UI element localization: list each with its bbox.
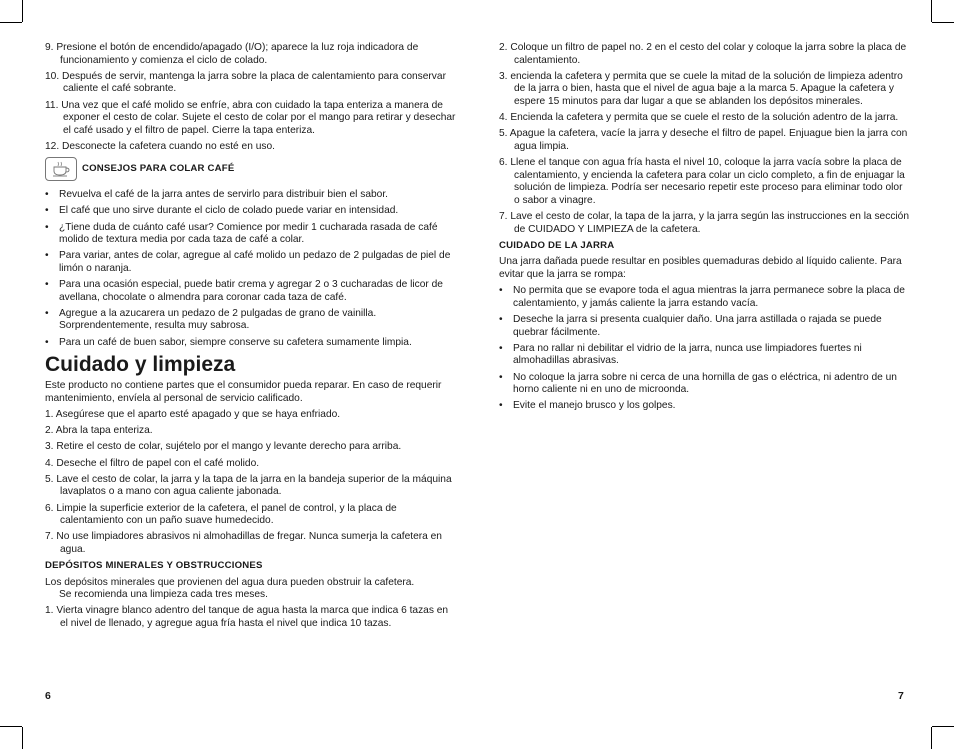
right-page-column bbox=[499, 42, 909, 417]
list-item: • No permita que se evapore toda el agua mientras la jarra permanece sobre la placa de calentamiento, y jamás caliente la jarra estando vacía. bbox=[499, 285, 905, 309]
jar-care-heading: CUIDADO DE LA JARRA bbox=[499, 239, 615, 251]
brewing-steps-list bbox=[45, 42, 457, 154]
tips-list bbox=[45, 189, 457, 349]
page-number-left: 6 bbox=[45, 690, 51, 702]
section-title: Cuidado y limpieza bbox=[45, 353, 236, 377]
crop-mark-top-right-h bbox=[932, 22, 954, 23]
list-item: 12. Desconecte la cafetera cuando no esté en uso. bbox=[45, 140, 275, 152]
list-item: • Revuelva el café de la jarra antes de servirlo para distribuir bien el sabor. bbox=[45, 189, 389, 201]
list-item: 7. Lave el cesto de colar, la tapa de la jarra, y la jarra según las instrucciones en la sección de CUIDADO Y LIMPIEZA de la cafetera. bbox=[499, 211, 910, 235]
list-item: 1. Asegúrese que el aparto esté apagado y que se haya enfriado. bbox=[45, 409, 341, 420]
jar-care-list bbox=[499, 285, 909, 413]
list-item: 5. Apague la cafetera, vacíe la jarra y deseche el filtro de papel. Enjuague bien la jarra con agua limpia. bbox=[499, 128, 908, 152]
list-item: 4. Encienda la cafetera y permita que se cuele el resto de la solución adentro de la jarra. bbox=[499, 112, 899, 124]
mineral-intro: Los depósitos minerales que provienen del agua dura pueden obstruir la cafetera. Se recomienda una limpieza cada tres meses. bbox=[45, 576, 415, 601]
list-item: • Agregue a la azucarera un pedazo de 2 pulgadas de grano de vainilla. Sorprendentemente, resulta muy sabrosa. bbox=[45, 307, 377, 332]
list-item: 6. Llene el tanque con agua fría hasta el nivel 10, coloque la jarra vacía sobre la placa de calentamiento, y encienda la cafetera para colar un ciclo completo, a fin de enjuagar la solución de limpieza. Podría ser necesario repetir este proceso para eliminar todo olor o sabor a vinagre. bbox=[499, 157, 905, 206]
list-item: 5. Lave el cesto de colar, la jarra y la tapa de la jarra en la bandeja superior de la máquina lavaplatos o a mano con agua caliente jabonada. bbox=[45, 473, 452, 498]
mineral-deposits-heading: DEPÓSITOS MINERALES Y OBSTRUCCIONES bbox=[45, 560, 263, 572]
crop-mark-top-left-v bbox=[22, 0, 23, 22]
cleaning-steps-list bbox=[45, 409, 457, 557]
list-item: • Para variar, antes de colar, agregue al café molido un pedazo de 2 pulgadas de piel de limón o naranja. bbox=[45, 250, 451, 274]
list-item: 6. Limpie la superficie exterior de la cafetera, el panel de control, y la placa de calentamiento con un paño suave humedecido. bbox=[45, 502, 397, 527]
tips-title: CONSEJOS PARA COLAR CAFÉ bbox=[82, 162, 235, 174]
list-item: • El café que uno sirve durante el ciclo de colado puede variar en intensidad. bbox=[45, 205, 399, 217]
cleaning-intro: Este producto no contiene partes que el consumidor pueda reparar. En caso de requerir mantenimiento, envíela al personal de servicio calificado. bbox=[45, 380, 442, 404]
list-item: • Para un café de buen sabor, siempre conserve su cafetera sumamente limpia. bbox=[45, 336, 412, 348]
list-item: • Evite el manejo brusco y los golpes. bbox=[499, 400, 676, 412]
list-item: 2. Coloque un filtro de papel no. 2 en el cesto del colar y coloque la jarra sobre la placa de calentamiento. bbox=[499, 42, 907, 66]
list-item: 11. Una vez que el café molido se enfríe, abra con cuidado la tapa enteriza a manera de exponer el cesto de colar. Sujete el cesto de colar por el mango para retirar y desechar el café usado y el filtro de papel. Cierre la tapa enteriza. bbox=[45, 99, 456, 136]
list-item: 4. Deseche el filtro de papel con el café molido. bbox=[45, 457, 260, 469]
crop-mark-bottom-left-v bbox=[22, 727, 23, 749]
crop-mark-bottom-right-v bbox=[931, 727, 932, 749]
page-number-right: 7 bbox=[898, 690, 904, 702]
list-item: 3. encienda la cafetera y permita que se cuele la mitad de la solución de limpieza adentro de la jarra o bien, hasta que el nivel de agua baje a la marca 5. Apague la cafetera y espere 15 minutos para dar lugar a que se ablanden los depósitos minerales. bbox=[499, 70, 903, 107]
list-item: • No coloque la jarra sobre ni cerca de una hornilla de gas o eléctrica, ni adentro de un horno caliente ni en uno de microonda. bbox=[499, 371, 897, 396]
mineral-steps-continued-list bbox=[499, 42, 909, 236]
list-item: • ¿Tiene duda de cuánto café usar? Comience por medir 1 cucharada rasada de café molido de textura media por cada taza de café a colar. bbox=[45, 221, 438, 246]
list-item: 2. Abra la tapa enteriza. bbox=[45, 425, 153, 437]
list-item: 7. No use limpiadores abrasivos ni almohadillas de fregar. Nunca sumerja la cafetera en agua. bbox=[45, 531, 442, 555]
jar-care-intro: Una jarra dañada puede resultar en posibles quemaduras debido al líquido caliente. Para evitar que la jarra se rompa: bbox=[499, 256, 902, 281]
list-item: • Deseche la jarra si presenta cualquier daño. Una jarra astillada o rajada se puede quebrar fácilmente. bbox=[499, 314, 882, 338]
list-item: • Para una ocasión especial, puede batir crema y agregar 2 o 3 cucharadas de licor de avellana, chocolate o almendra para coronar cada taza de café. bbox=[45, 279, 443, 303]
coffee-cup-icon bbox=[45, 157, 77, 181]
list-item: 3. Retire el cesto de colar, sujételo por el mango y levante derecho para arriba. bbox=[45, 441, 402, 453]
crop-mark-top-left-h bbox=[0, 22, 22, 23]
crop-mark-bottom-left-h bbox=[0, 726, 22, 727]
list-item: • Para no rallar ni debilitar el vidrio de la jarra, nunca use limpiadores fuertes ni almohadillas abrasivas. bbox=[499, 342, 862, 367]
tips-heading bbox=[45, 157, 457, 181]
list-item: 1. Vierta vinagre blanco adentro del tanque de agua hasta la marca que indica 6 tazas en el nivel de llenado, y agregue agua fría hasta el nivel que indica 10 tazas. bbox=[45, 605, 449, 630]
left-page-column bbox=[45, 42, 457, 634]
list-item: 10. Después de servir, mantenga la jarra sobre la placa de calentamiento para conservar caliente el café sobrante. bbox=[45, 70, 446, 95]
list-item: 9. Presione el botón de encendido/apagado (I/O); aparece la luz roja indicadora de funcionamiento y comienza el ciclo de colado. bbox=[45, 42, 419, 66]
crop-mark-top-right-v bbox=[931, 0, 932, 22]
crop-mark-bottom-right-h bbox=[932, 726, 954, 727]
